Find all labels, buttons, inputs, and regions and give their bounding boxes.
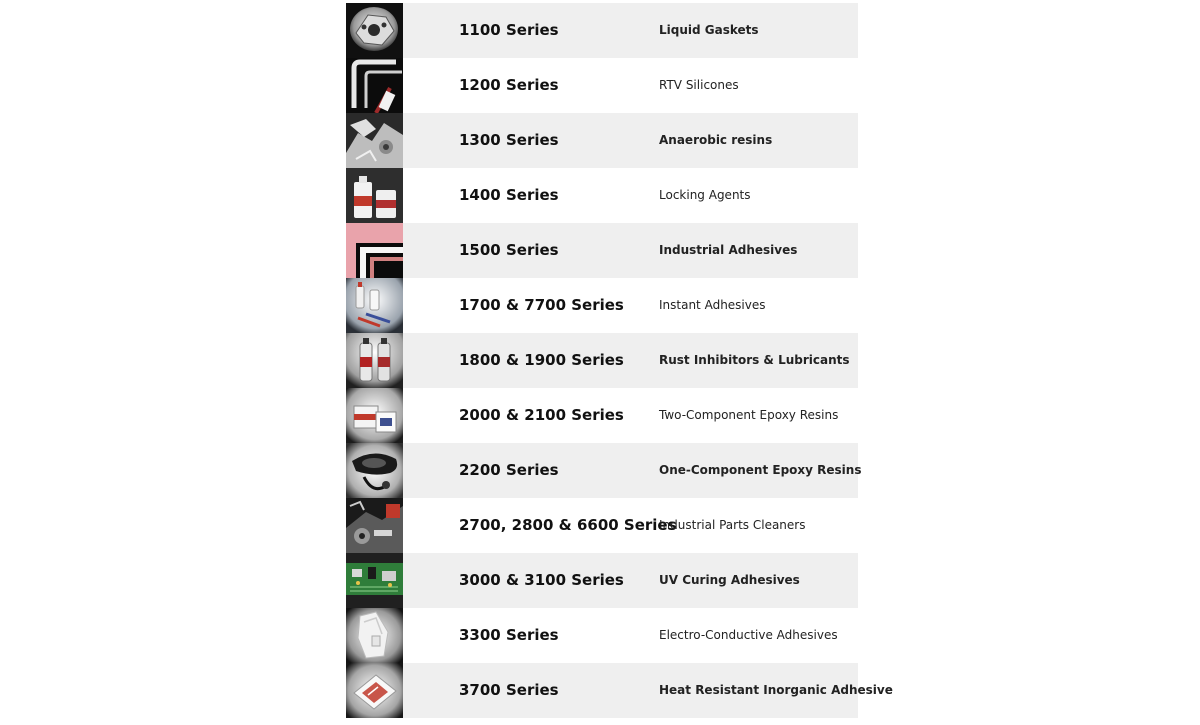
- locking-agent-thumbnail: [346, 168, 403, 223]
- anaerobic-resin-thumbnail: [346, 113, 403, 168]
- rust-inhibitor-thumbnail: [346, 333, 403, 388]
- series-description: Liquid Gaskets: [659, 23, 759, 37]
- series-name: 2700, 2800 & 6600 Series: [459, 516, 677, 534]
- product-row: [346, 498, 858, 553]
- series-description: Two-Component Epoxy Resins: [659, 408, 839, 422]
- series-name: 1100 Series: [459, 21, 559, 39]
- series-description: Rust Inhibitors & Lubricants: [659, 353, 850, 367]
- rtv-silicone-thumbnail: [346, 58, 403, 113]
- series-description: Heat Resistant Inorganic Adhesive: [659, 683, 893, 697]
- series-description: Anaerobic resins: [659, 133, 773, 147]
- product-row: [346, 443, 862, 498]
- series-name: 1500 Series: [459, 241, 559, 259]
- series-description: Instant Adhesives: [659, 298, 766, 312]
- product-row: [346, 223, 858, 278]
- product-row: [346, 58, 858, 113]
- series-description: UV Curing Adhesives: [659, 573, 800, 587]
- instant-adhesive-thumbnail: [346, 278, 403, 333]
- product-row: [346, 333, 858, 388]
- series-description: Industrial Adhesives: [659, 243, 798, 257]
- electro-conductive-adhesive-thumbnail: [346, 608, 403, 663]
- series-name: 3300 Series: [459, 626, 559, 644]
- series-name: 2200 Series: [459, 461, 559, 479]
- product-row: [346, 553, 858, 608]
- parts-cleaner-thumbnail: [346, 498, 403, 553]
- series-name: 1400 Series: [459, 186, 559, 204]
- series-name: 1800 & 1900 Series: [459, 351, 624, 369]
- series-name: 3000 & 3100 Series: [459, 571, 624, 589]
- series-name: 1300 Series: [459, 131, 559, 149]
- two-component-epoxy-thumbnail: [346, 388, 403, 443]
- product-row: [346, 168, 858, 223]
- product-row: [346, 608, 858, 663]
- series-description: Locking Agents: [659, 188, 751, 202]
- series-description: RTV Silicones: [659, 78, 739, 92]
- product-series-table: [346, 3, 893, 718]
- heat-resistant-adhesive-thumbnail: [346, 663, 403, 718]
- series-name: 1700 & 7700 Series: [459, 296, 624, 314]
- product-row: [346, 3, 858, 58]
- series-name: 2000 & 2100 Series: [459, 406, 624, 424]
- series-description: Electro-Conductive Adhesives: [659, 628, 838, 642]
- product-row: [346, 278, 858, 333]
- product-row: [346, 113, 858, 168]
- product-row: [346, 388, 858, 443]
- series-description: One-Component Epoxy Resins: [659, 463, 862, 477]
- uv-curing-adhesive-thumbnail: [346, 553, 403, 608]
- industrial-adhesive-thumbnail: [346, 223, 403, 278]
- liquid-gasket-thumbnail: [346, 3, 403, 58]
- series-description: Industrial Parts Cleaners: [659, 518, 806, 532]
- series-name: 1200 Series: [459, 76, 559, 94]
- one-component-epoxy-thumbnail: [346, 443, 403, 498]
- product-row: [346, 663, 893, 718]
- series-name: 3700 Series: [459, 681, 559, 699]
